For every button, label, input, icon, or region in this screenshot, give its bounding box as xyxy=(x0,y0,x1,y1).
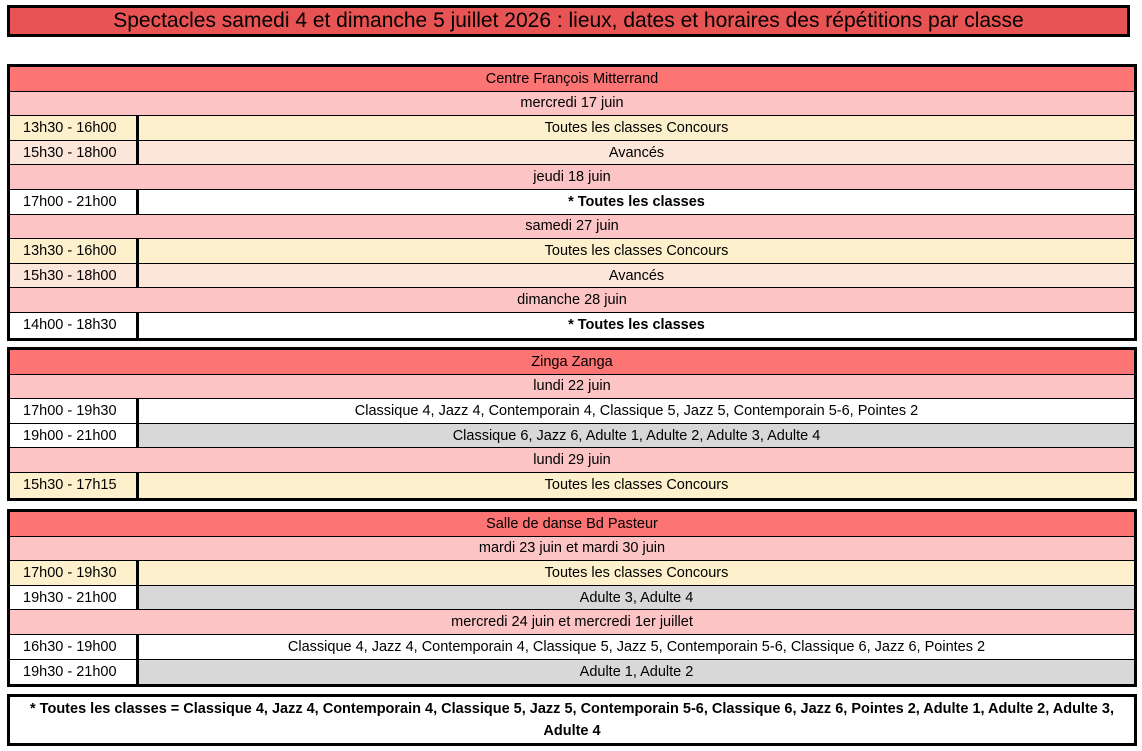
day-label: lundi 22 juin xyxy=(533,378,611,395)
day-label: jeudi 18 juin xyxy=(533,169,611,186)
time-cell: 17h00 - 19h30 xyxy=(10,561,139,585)
day-label: mercredi 24 juin et mercredi 1er juillet xyxy=(451,614,693,631)
classes-cell: Adulte 1, Adulte 2 xyxy=(139,660,1134,685)
classes-cell: Toutes les classes Concours xyxy=(139,561,1134,585)
day-label: samedi 27 juin xyxy=(525,218,619,235)
time-cell: 17h00 - 21h00 xyxy=(10,190,139,214)
day-label: mardi 23 juin et mardi 30 juin xyxy=(478,540,666,557)
classes-cell: Toutes les classes Concours xyxy=(139,239,1134,263)
day-label: mercredi 17 juin xyxy=(520,95,624,112)
schedule-row xyxy=(10,424,1134,449)
day-label: dimanche 28 juin xyxy=(517,292,627,309)
schedule-row xyxy=(10,660,1134,685)
classes-cell: Avancés xyxy=(139,264,1134,288)
footnote: * Toutes les classes = Classique 4, Jazz 4, Contemporain 4, Classique 5, Jazz 5, Contemporain 5-6, Classique 6, Jazz 6, Pointes 2, Adulte 1, Adulte 2, Adulte 3, Adulte 4 xyxy=(7,694,1137,746)
time-cell: 16h30 - 19h00 xyxy=(10,635,139,659)
schedule-row xyxy=(10,473,1134,498)
venue-name: Centre François Mitterrand xyxy=(485,70,659,87)
classes-cell: * Toutes les classes xyxy=(139,313,1134,338)
day-label: lundi 29 juin xyxy=(533,452,611,469)
classes-cell: Avancés xyxy=(139,141,1134,165)
classes-cell: Classique 6, Jazz 6, Adulte 1, Adulte 2, Adulte 3, Adulte 4 xyxy=(139,424,1134,448)
page-title: Spectacles samedi 4 et dimanche 5 juillet 2026 : lieux, dates et horaires des répétitions par classe xyxy=(7,5,1130,37)
time-cell: 13h30 - 16h00 xyxy=(10,239,139,263)
day-header-row xyxy=(10,537,1134,562)
classes-cell: Adulte 3, Adulte 4 xyxy=(139,586,1134,610)
schedule-row xyxy=(10,116,1134,141)
schedule-row xyxy=(10,586,1134,611)
time-cell: 15h30 - 18h00 xyxy=(10,141,139,165)
day-header-row xyxy=(10,92,1134,117)
time-cell: 14h00 - 18h30 xyxy=(10,313,139,338)
schedule-row xyxy=(10,190,1134,215)
day-header-row xyxy=(10,610,1134,635)
day-header-row xyxy=(10,165,1134,190)
schedule-row xyxy=(10,561,1134,586)
schedule-row xyxy=(10,141,1134,166)
day-header-row xyxy=(10,288,1134,313)
time-cell: 17h00 - 19h30 xyxy=(10,399,139,423)
time-cell: 13h30 - 16h00 xyxy=(10,116,139,140)
day-header-row xyxy=(10,215,1134,240)
classes-cell: Toutes les classes Concours xyxy=(139,116,1134,140)
schedule-row xyxy=(10,239,1134,264)
schedule-row xyxy=(10,399,1134,424)
venue-block-centre-francois-mitterrand xyxy=(7,64,1137,341)
day-header-row xyxy=(10,448,1134,473)
day-header-row xyxy=(10,375,1134,400)
schedule-row xyxy=(10,264,1134,289)
time-cell: 19h30 - 21h00 xyxy=(10,660,139,685)
schedule-row xyxy=(10,635,1134,660)
classes-cell: Classique 4, Jazz 4, Contemporain 4, Classique 5, Jazz 5, Contemporain 5-6, Pointes 2 xyxy=(139,399,1134,423)
venue-block-zinga-zanga xyxy=(7,347,1137,501)
classes-cell: Toutes les classes Concours xyxy=(139,473,1134,498)
venue-name: Salle de danse Bd Pasteur xyxy=(486,515,658,532)
venue-header xyxy=(10,67,1134,92)
time-cell: 19h00 - 21h00 xyxy=(10,424,139,448)
venue-name: Zinga Zanga xyxy=(531,353,613,370)
venue-header xyxy=(10,512,1134,537)
classes-cell: * Toutes les classes xyxy=(139,190,1134,214)
venue-block-salle-de-danse xyxy=(7,509,1137,687)
time-cell: 15h30 - 17h15 xyxy=(10,473,139,498)
time-cell: 15h30 - 18h00 xyxy=(10,264,139,288)
schedule-row xyxy=(10,313,1134,338)
time-cell: 19h30 - 21h00 xyxy=(10,586,139,610)
venue-header xyxy=(10,350,1134,375)
classes-cell: Classique 4, Jazz 4, Contemporain 4, Classique 5, Jazz 5, Contemporain 5-6, Classique 6, Jazz 6, Pointes 2 xyxy=(139,635,1134,659)
